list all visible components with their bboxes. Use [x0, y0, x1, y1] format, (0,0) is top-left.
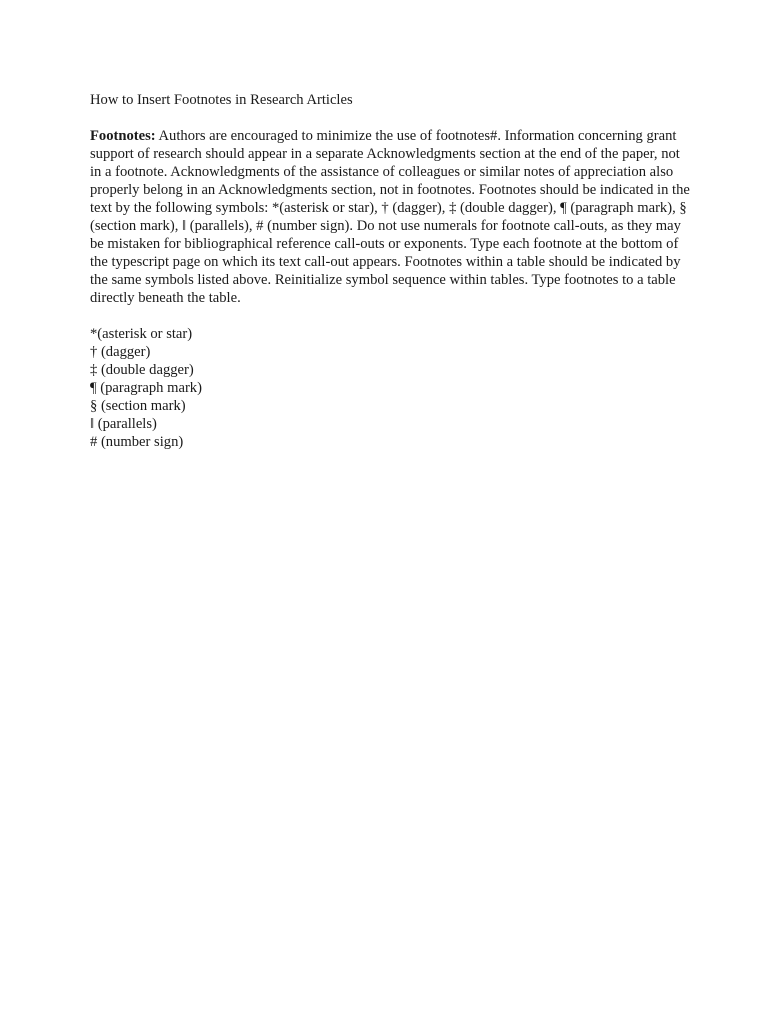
symbol-item-number-sign: # (number sign): [90, 434, 184, 450]
symbol-item-section-mark: § (section mark): [90, 398, 186, 414]
footnotes-lead: Footnotes:: [90, 128, 156, 144]
symbol-item-double-dagger: ‡ (double dagger): [90, 362, 194, 378]
footnotes-paragraph: [90, 127, 690, 307]
document-title: How to Insert Footnotes in Research Articles: [90, 92, 353, 108]
symbol-item-paragraph-mark: ¶ (paragraph mark): [90, 380, 202, 396]
symbol-list: [90, 325, 690, 451]
symbol-item-dagger: † (dagger): [90, 344, 151, 360]
symbol-item-parallels: ǁ (parallels): [90, 416, 157, 432]
document-page: [90, 91, 690, 451]
footnotes-body: Authors are encouraged to minimize the use of footnotes#. Information concerning grant support of research should appear in a separate Acknowledgments section at the end of the paper, not in a footnote. Acknowledgments of the assistance of colleagues or similar notes of appreciation also properly belong in an Acknowledgments section, not in footnotes. Footnotes should be indicated in the text by the following symbols: *(asterisk or star), † (dagger), ‡ (double dagger), ¶ (paragraph mark), § (section mark), ǁ (parallels), # (number sign). Do not use numerals for footnote call-outs, as they may be mistaken for bibliographical reference call-outs or exponents. Type each footnote at the bottom of the typescript page on which its text call-out appears. Footnotes within a table should be indicated by the same symbols listed above. Reinitialize symbol sequence within tables. Type footnotes to a table directly beneath the table.: [90, 128, 690, 306]
symbol-item-asterisk: *(asterisk or star): [90, 326, 193, 342]
